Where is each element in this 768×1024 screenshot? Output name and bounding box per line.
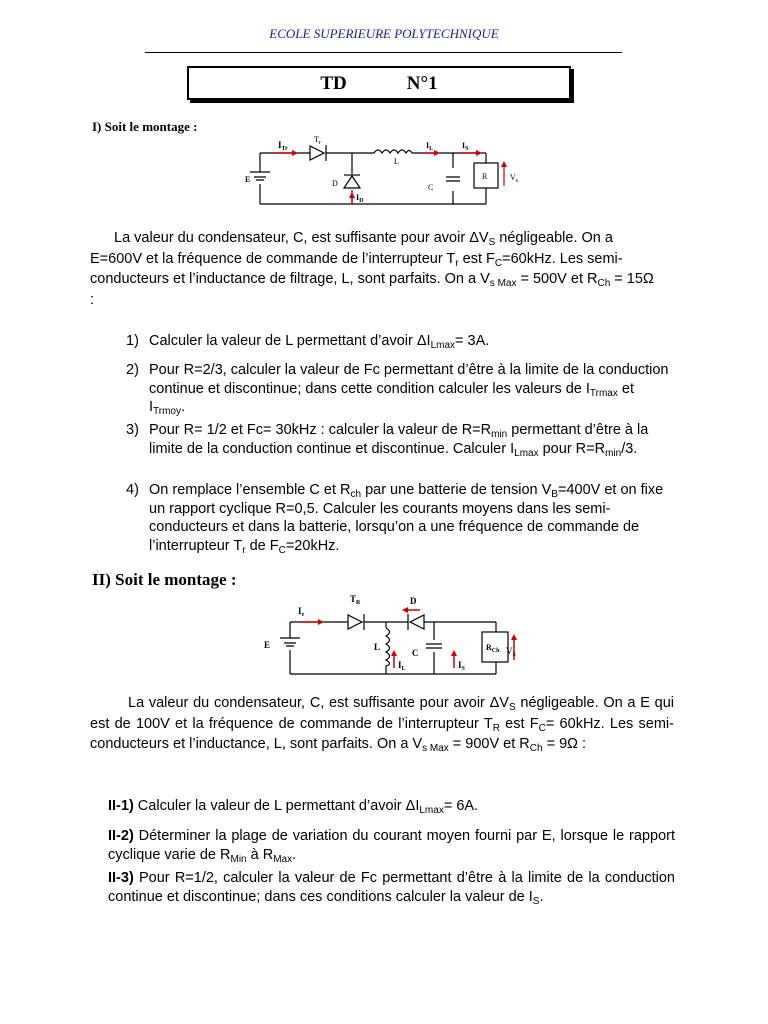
c2-label-d: D [410,596,417,606]
c2-label-il: $I_L$ [398,660,406,672]
c1-label-e: E [245,175,251,184]
part2-paragraph: La valeur du condensateur, C, est suffisante pour avoir $\Delta V_S$ négligeable. On a E qui est de 100V et la fréquence de commande de l’interrupteur $T_R$ est $F_C= 60kHz$. Les semi-conducteurs et l’inductance, L, sont parfaits. On a $V_{s Max} = 900V$ et $R_{Ch} = 9\Omega$ : [90,695,674,754]
td-label: TD [320,73,347,94]
c1-label-l: L [394,157,399,166]
c2-label-vs: $V_S$ [506,646,516,658]
part1-paragraph: La valeur du condensateur, C, est suffisante pour avoir $\Delta V_S$ négligeable. On a E=600V et la fréquence de commande de l’interrupteur $T_r$ est $F_C=60kHz$. Les semi-conducteurs et l’inductance de filtrage, L, sont parfaits. On a $V_{s Max} = 500V$ et $R_{Ch} = 15\Omega$ : [90,230,654,308]
c2-label-l: L [374,642,381,652]
circuit-1-diagram [240,128,540,212]
c1-label-itr: $I_{Tr}$ [278,140,288,152]
c2-label-tr: $T_R$ [350,594,361,606]
c1-label-is: $I_S$ [462,141,469,152]
c1-label-il: $I_L$ [426,141,434,152]
section-2-title: II) Soit le montage : [92,570,237,589]
circuit-2-diagram [258,592,526,678]
header-rule [145,52,622,53]
c2-label-e: E [264,640,271,650]
c2-label-r: $R_{Ch}$ [486,643,500,654]
part2-question-1: II-1) Calculer la valeur de L permettant d’avoir $\Delta I_{Lmax}= 6A$. [108,798,479,816]
c1-label-id: $I_D$ [356,193,364,204]
c2-label-c: C [412,648,419,658]
c1-label-c: C [428,183,434,192]
c2-label-ie: $I_e$ [298,606,305,618]
td-number: N°1 [406,73,438,94]
section-1-title: I) Soit le montage : [92,119,198,134]
c1-label-d: D [332,179,338,188]
part2-question-3: II-3) Pour R=1/2, calculer la valeur de Fc permettant d’être à la limite de la conduction continue et discontinue; dans ces conditions calculer la valeur de $I_S$. [108,870,675,907]
school-name: ECOLE SUPERIEURE POLYTECHNIQUE [269,26,499,41]
c1-label-vs: $V_s$ [510,173,519,184]
c1-label-tr: $T_r$ [314,135,321,146]
c2-label-is: $I_S$ [458,660,465,672]
td-title-box [187,66,571,100]
c1-label-r: R [482,172,488,181]
part2-question-2: II-2) Déterminer la plage de variation du courant moyen fourni par E, lorsque le rapport cyclique varie de $R_{Min}$ à $R_{Max}$. [108,828,675,865]
